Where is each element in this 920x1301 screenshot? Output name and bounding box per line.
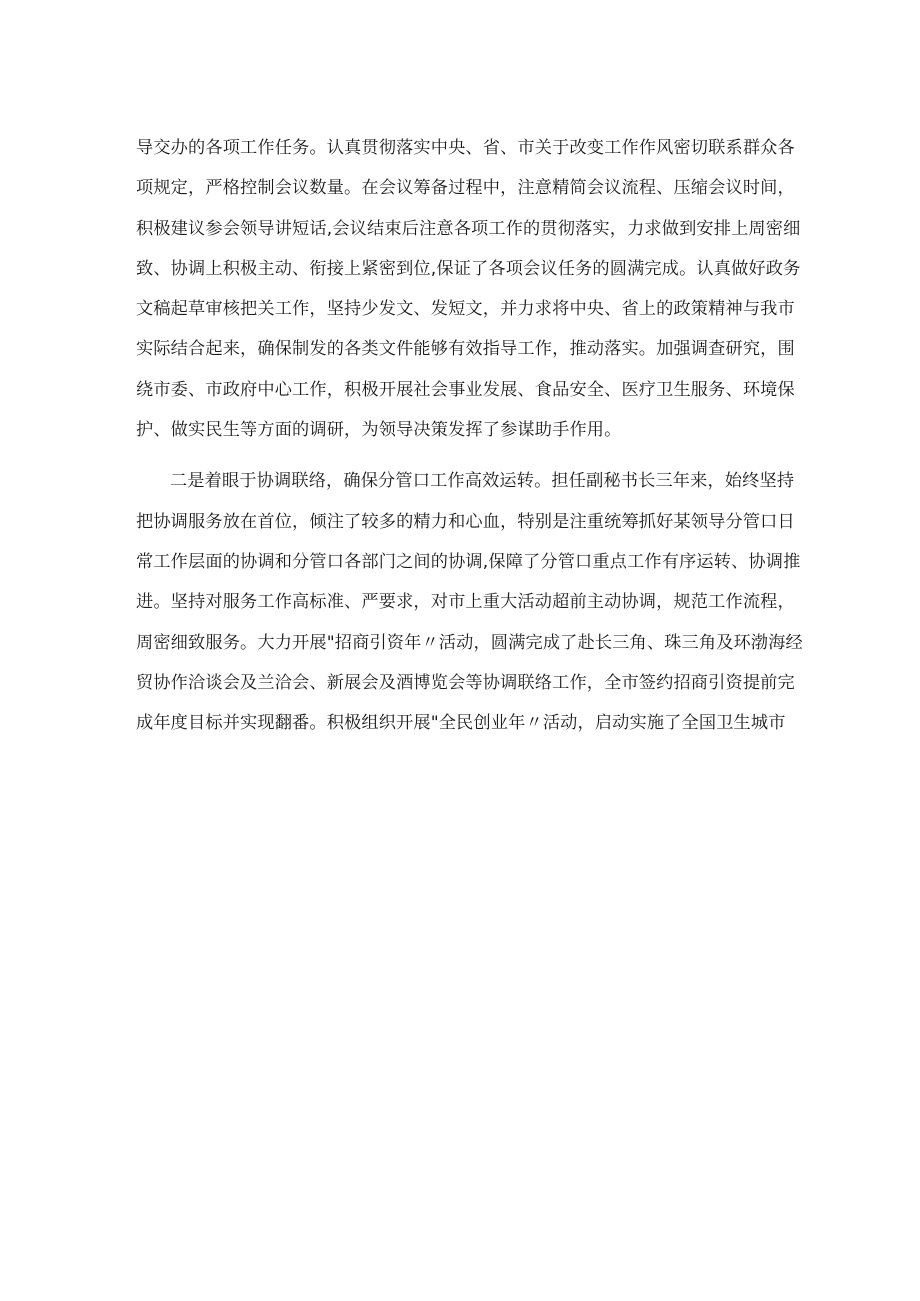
- text-line: 实际结合起来，确保制发的各类文件能够有效指导工作，推动落实。加强调查研究，围: [136, 339, 795, 360]
- text-line: 进。坚持对服务工作高标准、严要求，对市上重大活动超前主动协调，规范工作流程，: [136, 592, 795, 613]
- text-line: 积极建议参会领导讲短话,会议结束后注意各项工作的贯彻落实，力求做到安排上周密细: [136, 218, 801, 239]
- text-line: 绕市委、市政府中心工作，积极开展社会事业发展、食品安全、医疗卫生服务、环境保: [136, 379, 795, 400]
- text-line: 致、协调上积极主动、衔接上紧密到位,保证了各项会议任务的圆满完成。认真做好政务: [136, 258, 801, 279]
- paragraph-1: [136, 128, 801, 450]
- paragraph-spacer: [136, 450, 786, 461]
- text-line: 周密细致服务。大力开展"招商引资年〃活动，圆满完成了赴长三角、珠三角及环渤海经: [136, 632, 803, 653]
- text-line-first: 二是着眼于协调联络，确保分管口工作高效运转。担任副秘书长三年来，始终坚持: [170, 471, 795, 492]
- text-line: 护、做实民生等方面的调研，为领导决策发挥了参谋助手作用。: [136, 420, 622, 441]
- text-line: 常工作层面的协调和分管口各部门之间的协调,保障了分管口重点工作有序运转、协调推: [136, 551, 801, 572]
- document-body: [136, 128, 803, 743]
- text-line: 把协调服务放在首位，倾注了较多的精力和心血，特别是注重统筹抓好某领导分管口日: [136, 511, 795, 532]
- text-line: 项规定，严格控制会议数量。在会议筹备过程中，注意精简会议流程、压缩会议时间，: [136, 178, 795, 199]
- text-line: 文稿起草审核把关工作，坚持少发文、发短文，并力求将中央、省上的政策精神与我市: [136, 299, 795, 320]
- paragraph-2: [136, 461, 803, 743]
- text-line: 贸协作洽谈会及兰洽会、新展会及酒博览会等协调联络工作，全市签约招商引资提前完: [136, 672, 795, 693]
- text-line: 成年度目标并实现翻番。积极组织开展"全民创业年〃活动，启动实施了全国卫生城市: [136, 713, 786, 734]
- text-line: 导交办的各项工作任务。认真贯彻落实中央、省、市关于改变工作作风密切联系群众各: [136, 138, 795, 158]
